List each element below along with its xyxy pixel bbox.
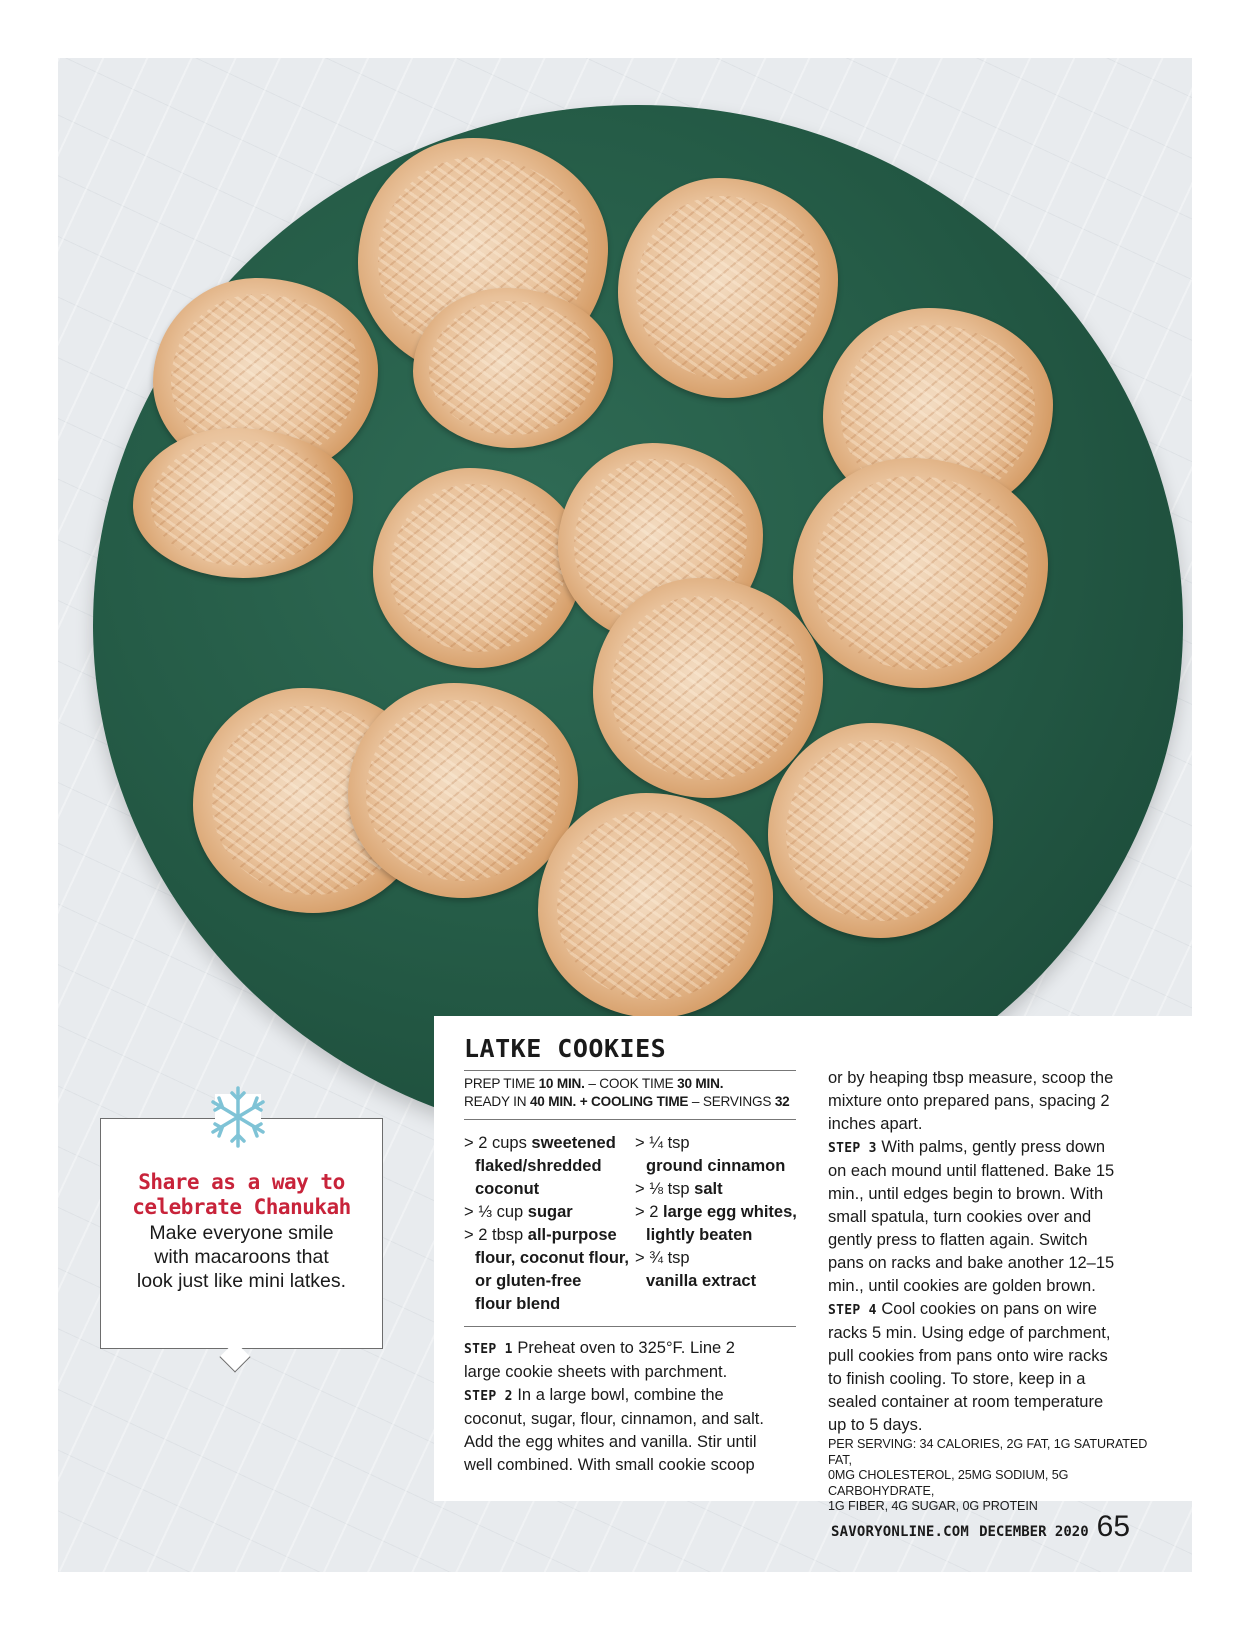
ingredient-line: [464, 1293, 629, 1316]
method-steps-left: [464, 1337, 799, 1477]
step-line: [828, 1345, 1168, 1368]
step-line: [828, 1368, 1168, 1391]
recipe-title: LATKE COOKIES: [464, 1034, 667, 1063]
title-divider: [464, 1070, 796, 1071]
servings-value: 32: [774, 1094, 790, 1109]
step-line: [464, 1361, 799, 1384]
step-line: [828, 1252, 1168, 1275]
ingredient-name: flaked/shredded: [475, 1157, 602, 1175]
step-text: pans on racks and bake another 12–15: [828, 1254, 1115, 1272]
cook-time-label: – COOK TIME: [584, 1076, 678, 1091]
ingredients-right: [635, 1132, 797, 1293]
callout-body-line: look just like mini latkes.: [136, 1270, 347, 1292]
footer-date: DECEMBER 2020: [979, 1524, 1089, 1540]
ingredient-name: sweetened: [531, 1134, 616, 1152]
step-line: [828, 1322, 1168, 1345]
ingredient-name: salt: [694, 1180, 723, 1198]
nutrition-info: [828, 1437, 1168, 1515]
callout-body-line: with macaroons that: [154, 1246, 329, 1268]
step-line: [828, 1090, 1168, 1113]
step-text: pull cookies from pans onto wire racks: [828, 1347, 1108, 1365]
step-label: STEP 1: [464, 1342, 513, 1357]
step-text: large cookie sheets with parchment.: [464, 1363, 728, 1381]
ingredient-line: [635, 1247, 797, 1270]
ingredient-quantity: > ⅛ tsp: [635, 1180, 695, 1198]
ingredient-name: large egg whites,: [662, 1203, 797, 1221]
ingredient-line: [464, 1178, 629, 1201]
step-text: min., until edges begin to brown. With: [828, 1185, 1104, 1203]
ingredient-line: [635, 1270, 797, 1293]
ingredient-quantity: > ¼ tsp: [635, 1134, 690, 1152]
step-text: In a large bowl, combine the: [512, 1386, 724, 1404]
callout-title-line: Share as a way to: [138, 1170, 345, 1194]
step-line: [828, 1206, 1168, 1229]
callout-title: [100, 1170, 383, 1220]
step-text: With palms, gently press down: [876, 1138, 1106, 1156]
prep-time-value: 10 MIN.: [538, 1076, 585, 1091]
ingredient-name: ground cinnamon: [646, 1157, 786, 1175]
servings-label: – SERVINGS: [688, 1094, 775, 1109]
ingredient-line: [635, 1178, 797, 1201]
callout-body-line: Make everyone smile: [149, 1222, 334, 1244]
step-line: [828, 1113, 1168, 1136]
callout-body: [100, 1221, 383, 1293]
step-line: [828, 1414, 1168, 1437]
step-line: [828, 1229, 1168, 1252]
ingredient-line: [464, 1270, 629, 1293]
step-line: [464, 1431, 799, 1454]
footer-site: SAVORYONLINE.COM: [831, 1524, 970, 1540]
nutrition-line: PER SERVING: 34 CALORIES, 2G FAT, 1G SATURATED FAT,: [828, 1437, 1148, 1467]
step-text: gently press to flatten again. Switch: [828, 1231, 1088, 1249]
step-label: STEP 3: [828, 1141, 877, 1156]
step-line: [828, 1275, 1168, 1298]
step-line: [828, 1136, 1168, 1160]
ready-in-label: READY IN: [464, 1094, 530, 1109]
ingredient-name: sugar: [527, 1203, 573, 1221]
step-text: mixture onto prepared pans, spacing 2: [828, 1092, 1110, 1110]
ingredient-line: [464, 1201, 629, 1224]
step-line: [464, 1408, 799, 1431]
step-text: inches apart.: [828, 1115, 923, 1133]
ingredient-quantity: > 2 cups: [464, 1134, 532, 1152]
snowflake-icon: [203, 1082, 273, 1152]
ingredient-line: [464, 1132, 629, 1155]
step-text: or by heaping tbsp measure, scoop the: [828, 1069, 1114, 1087]
cook-time-value: 30 MIN.: [677, 1076, 724, 1091]
ingredient-line: [464, 1155, 629, 1178]
step-text: well combined. With small cookie scoop: [464, 1456, 755, 1474]
method-steps-right: [828, 1067, 1168, 1437]
step-text: racks 5 min. Using edge of parchment,: [828, 1324, 1111, 1342]
step-text: coconut, sugar, flour, cinnamon, and salt.: [464, 1410, 764, 1428]
page-footer: [831, 1510, 1130, 1550]
ingredient-name: flour blend: [475, 1295, 561, 1313]
step-label: STEP 4: [828, 1303, 877, 1318]
step-line: [828, 1391, 1168, 1414]
step-line: [464, 1337, 799, 1361]
ingredients-left: [464, 1132, 629, 1316]
ingredient-name: lightly beaten: [646, 1226, 753, 1244]
step-line: [828, 1160, 1168, 1183]
step-line: [464, 1384, 799, 1408]
ready-in-value: 40 MIN. + COOLING TIME: [529, 1094, 689, 1109]
times-divider: [464, 1119, 796, 1120]
ingredients-divider: [464, 1326, 796, 1327]
ingredient-name: vanilla extract: [646, 1272, 757, 1290]
step-label: STEP 2: [464, 1389, 513, 1404]
step-text: up to 5 days.: [828, 1416, 923, 1434]
nutrition-line: 0MG CHOLESTEROL, 25MG SODIUM, 5G CARBOHYDRATE,: [828, 1468, 1069, 1498]
ingredient-quantity: > ¾ tsp: [635, 1249, 690, 1267]
step-text: Preheat oven to 325°F. Line 2: [512, 1339, 735, 1357]
ingredient-line: [635, 1132, 797, 1155]
ingredient-quantity: > 2: [635, 1203, 663, 1221]
ingredient-name: all-purpose: [527, 1226, 617, 1244]
recipe-times: [464, 1075, 790, 1111]
ingredient-name: coconut: [475, 1180, 540, 1198]
step-line: [828, 1298, 1168, 1322]
step-text: Cool cookies on pans on wire: [876, 1300, 1097, 1318]
ingredient-quantity: > ⅓ cup: [464, 1203, 528, 1221]
ingredient-line: [464, 1224, 629, 1247]
nutrition-line: 1G FIBER, 4G SUGAR, 0G PROTEIN: [828, 1499, 1038, 1513]
step-text: sealed container at room temperature: [828, 1393, 1104, 1411]
step-line: [464, 1454, 799, 1477]
step-line: [828, 1067, 1168, 1090]
step-line: [828, 1183, 1168, 1206]
step-text: min., until cookies are golden brown.: [828, 1277, 1096, 1295]
step-text: small spatula, turn cookies over and: [828, 1208, 1092, 1226]
step-text: to finish cooling. To store, keep in a: [828, 1370, 1086, 1388]
ingredient-line: [635, 1155, 797, 1178]
page-number: 65: [1096, 1510, 1131, 1543]
step-text: Add the egg whites and vanilla. Stir until: [464, 1433, 757, 1451]
ingredient-line: [635, 1224, 797, 1247]
ingredient-line: [635, 1201, 797, 1224]
step-text: on each mound until flattened. Bake 15: [828, 1162, 1115, 1180]
ingredient-name: flour, coconut flour,: [475, 1249, 629, 1267]
callout-title-line: celebrate Chanukah: [132, 1195, 351, 1219]
ingredient-quantity: > 2 tbsp: [464, 1226, 528, 1244]
ingredient-name: or gluten-free: [475, 1272, 582, 1290]
prep-time-label: PREP TIME: [464, 1076, 539, 1091]
ingredient-line: [464, 1247, 629, 1270]
